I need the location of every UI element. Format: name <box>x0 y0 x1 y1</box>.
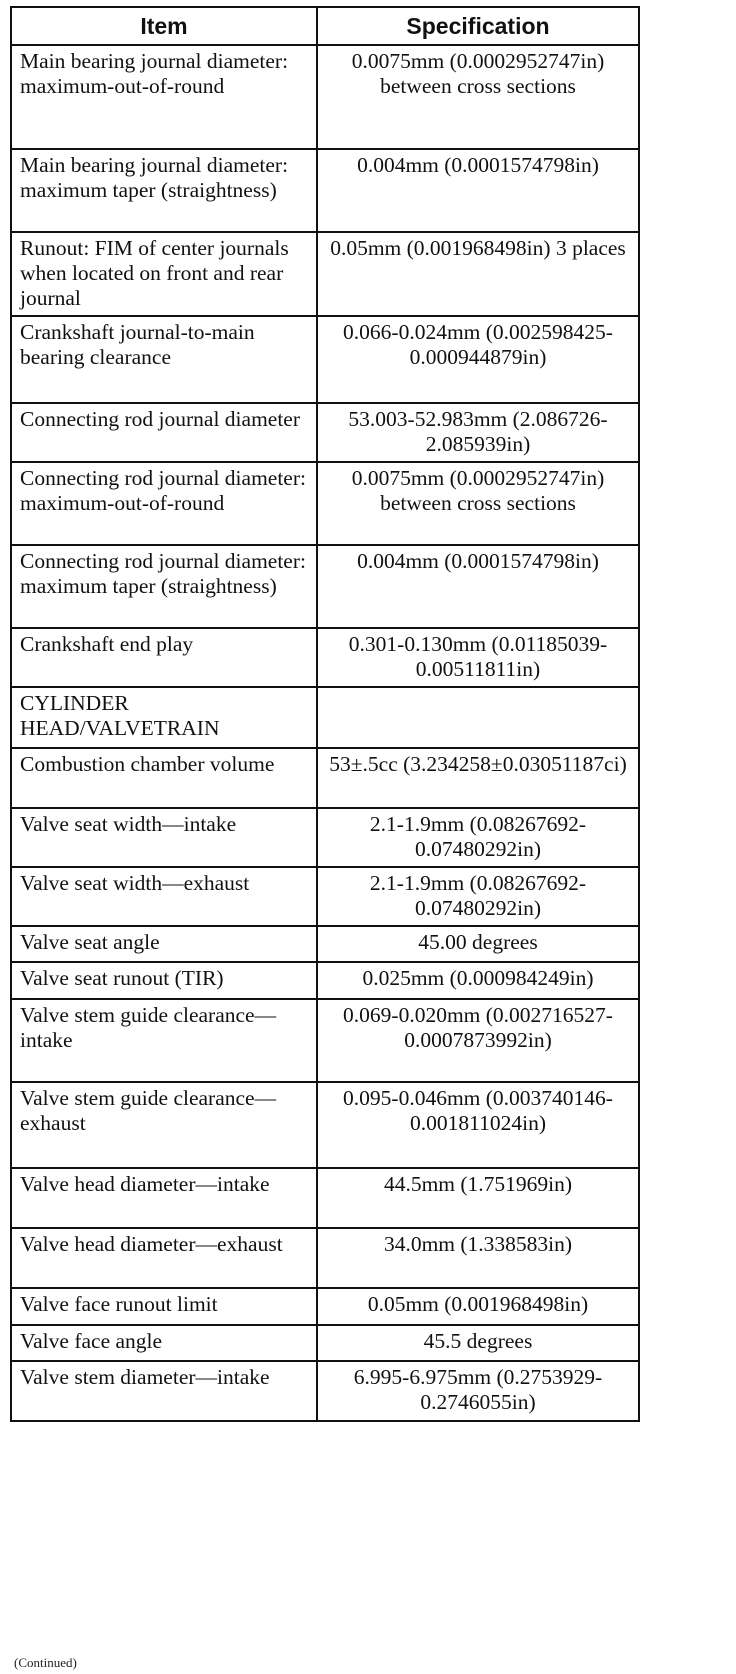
item-cell: Valve seat width—intake <box>11 808 317 867</box>
spec-cell: 0.301-0.130mm (0.01185039-0.00511811in) <box>317 628 639 687</box>
section-heading: CYLINDER HEAD/VALVETRAIN <box>11 687 317 748</box>
item-cell: Valve seat angle <box>11 926 317 962</box>
table-row <box>11 462 639 545</box>
item-cell: Combustion chamber volume <box>11 748 317 808</box>
spec-cell: 0.05mm (0.001968498in) 3 places <box>317 232 639 316</box>
spec-table <box>10 6 640 1422</box>
spec-cell: 6.995-6.975mm (0.2753929-0.2746055in) <box>317 1361 639 1421</box>
item-cell: Valve head diameter—exhaust <box>11 1228 317 1288</box>
item-cell: Main bearing journal diameter: maximum taper (straightness) <box>11 149 317 232</box>
item-cell: Connecting rod journal diameter: maximum taper (straightness) <box>11 545 317 628</box>
spec-cell: 0.066-0.024mm (0.002598425-0.000944879in) <box>317 316 639 403</box>
spec-cell <box>317 687 639 748</box>
spec-cell: 0.004mm (0.0001574798in) <box>317 545 639 628</box>
spec-cell: 2.1-1.9mm (0.08267692-0.07480292in) <box>317 867 639 926</box>
section-heading-row <box>11 687 639 748</box>
spec-cell: 0.0075mm (0.0002952747in) between cross sections <box>317 462 639 545</box>
spec-cell: 44.5mm (1.751969in) <box>317 1168 639 1228</box>
spec-cell: 0.05mm (0.001968498in) <box>317 1288 639 1325</box>
table-row <box>11 1288 639 1325</box>
item-cell: Connecting rod journal diameter: maximum-out-of-round <box>11 462 317 545</box>
spec-cell: 0.095-0.046mm (0.003740146-0.001811024in) <box>317 1082 639 1168</box>
table-row <box>11 628 639 687</box>
item-cell: Valve face angle <box>11 1325 317 1361</box>
table-row <box>11 1228 639 1288</box>
table-row <box>11 316 639 403</box>
item-cell: Crankshaft end play <box>11 628 317 687</box>
spec-cell: 2.1-1.9mm (0.08267692-0.07480292in) <box>317 808 639 867</box>
item-cell: Valve face runout limit <box>11 1288 317 1325</box>
table-row <box>11 1361 639 1421</box>
table-row <box>11 867 639 926</box>
table-row <box>11 1325 639 1361</box>
item-cell: Valve seat width—exhaust <box>11 867 317 926</box>
table-row <box>11 1082 639 1168</box>
header-specification: Specification <box>317 7 639 45</box>
table-row <box>11 748 639 808</box>
table-row <box>11 1168 639 1228</box>
table-row <box>11 403 639 462</box>
item-cell: Valve head diameter—intake <box>11 1168 317 1228</box>
item-cell: Main bearing journal diameter: maximum-out-of-round <box>11 45 317 149</box>
table-row <box>11 926 639 962</box>
table-row <box>11 545 639 628</box>
spec-cell: 0.0075mm (0.0002952747in) between cross sections <box>317 45 639 149</box>
table-row <box>11 149 639 232</box>
item-cell: Valve seat runout (TIR) <box>11 962 317 999</box>
item-cell: Crankshaft journal-to-main bearing clearance <box>11 316 317 403</box>
continued-note: (Continued) <box>14 1655 77 1670</box>
spec-cell: 34.0mm (1.338583in) <box>317 1228 639 1288</box>
spec-cell: 0.025mm (0.000984249in) <box>317 962 639 999</box>
item-cell: Valve stem guide clearance—intake <box>11 999 317 1082</box>
table-header-row <box>11 7 639 45</box>
item-cell: Valve stem guide clearance—exhaust <box>11 1082 317 1168</box>
spec-cell: 0.004mm (0.0001574798in) <box>317 149 639 232</box>
table-row <box>11 999 639 1082</box>
table-row <box>11 45 639 149</box>
spec-cell: 0.069-0.020mm (0.002716527-0.0007873992in) <box>317 999 639 1082</box>
spec-cell: 45.5 degrees <box>317 1325 639 1361</box>
table-row <box>11 232 639 316</box>
header-item: Item <box>11 7 317 45</box>
spec-cell: 53.003-52.983mm (2.086726-2.085939in) <box>317 403 639 462</box>
table-row <box>11 962 639 999</box>
table-row <box>11 808 639 867</box>
spec-cell: 53±.5cc (3.234258±0.03051187ci) <box>317 748 639 808</box>
item-cell: Connecting rod journal diameter <box>11 403 317 462</box>
item-cell: Valve stem diameter—intake <box>11 1361 317 1421</box>
item-cell: Runout: FIM of center journals when located on front and rear journal <box>11 232 317 316</box>
spec-cell: 45.00 degrees <box>317 926 639 962</box>
